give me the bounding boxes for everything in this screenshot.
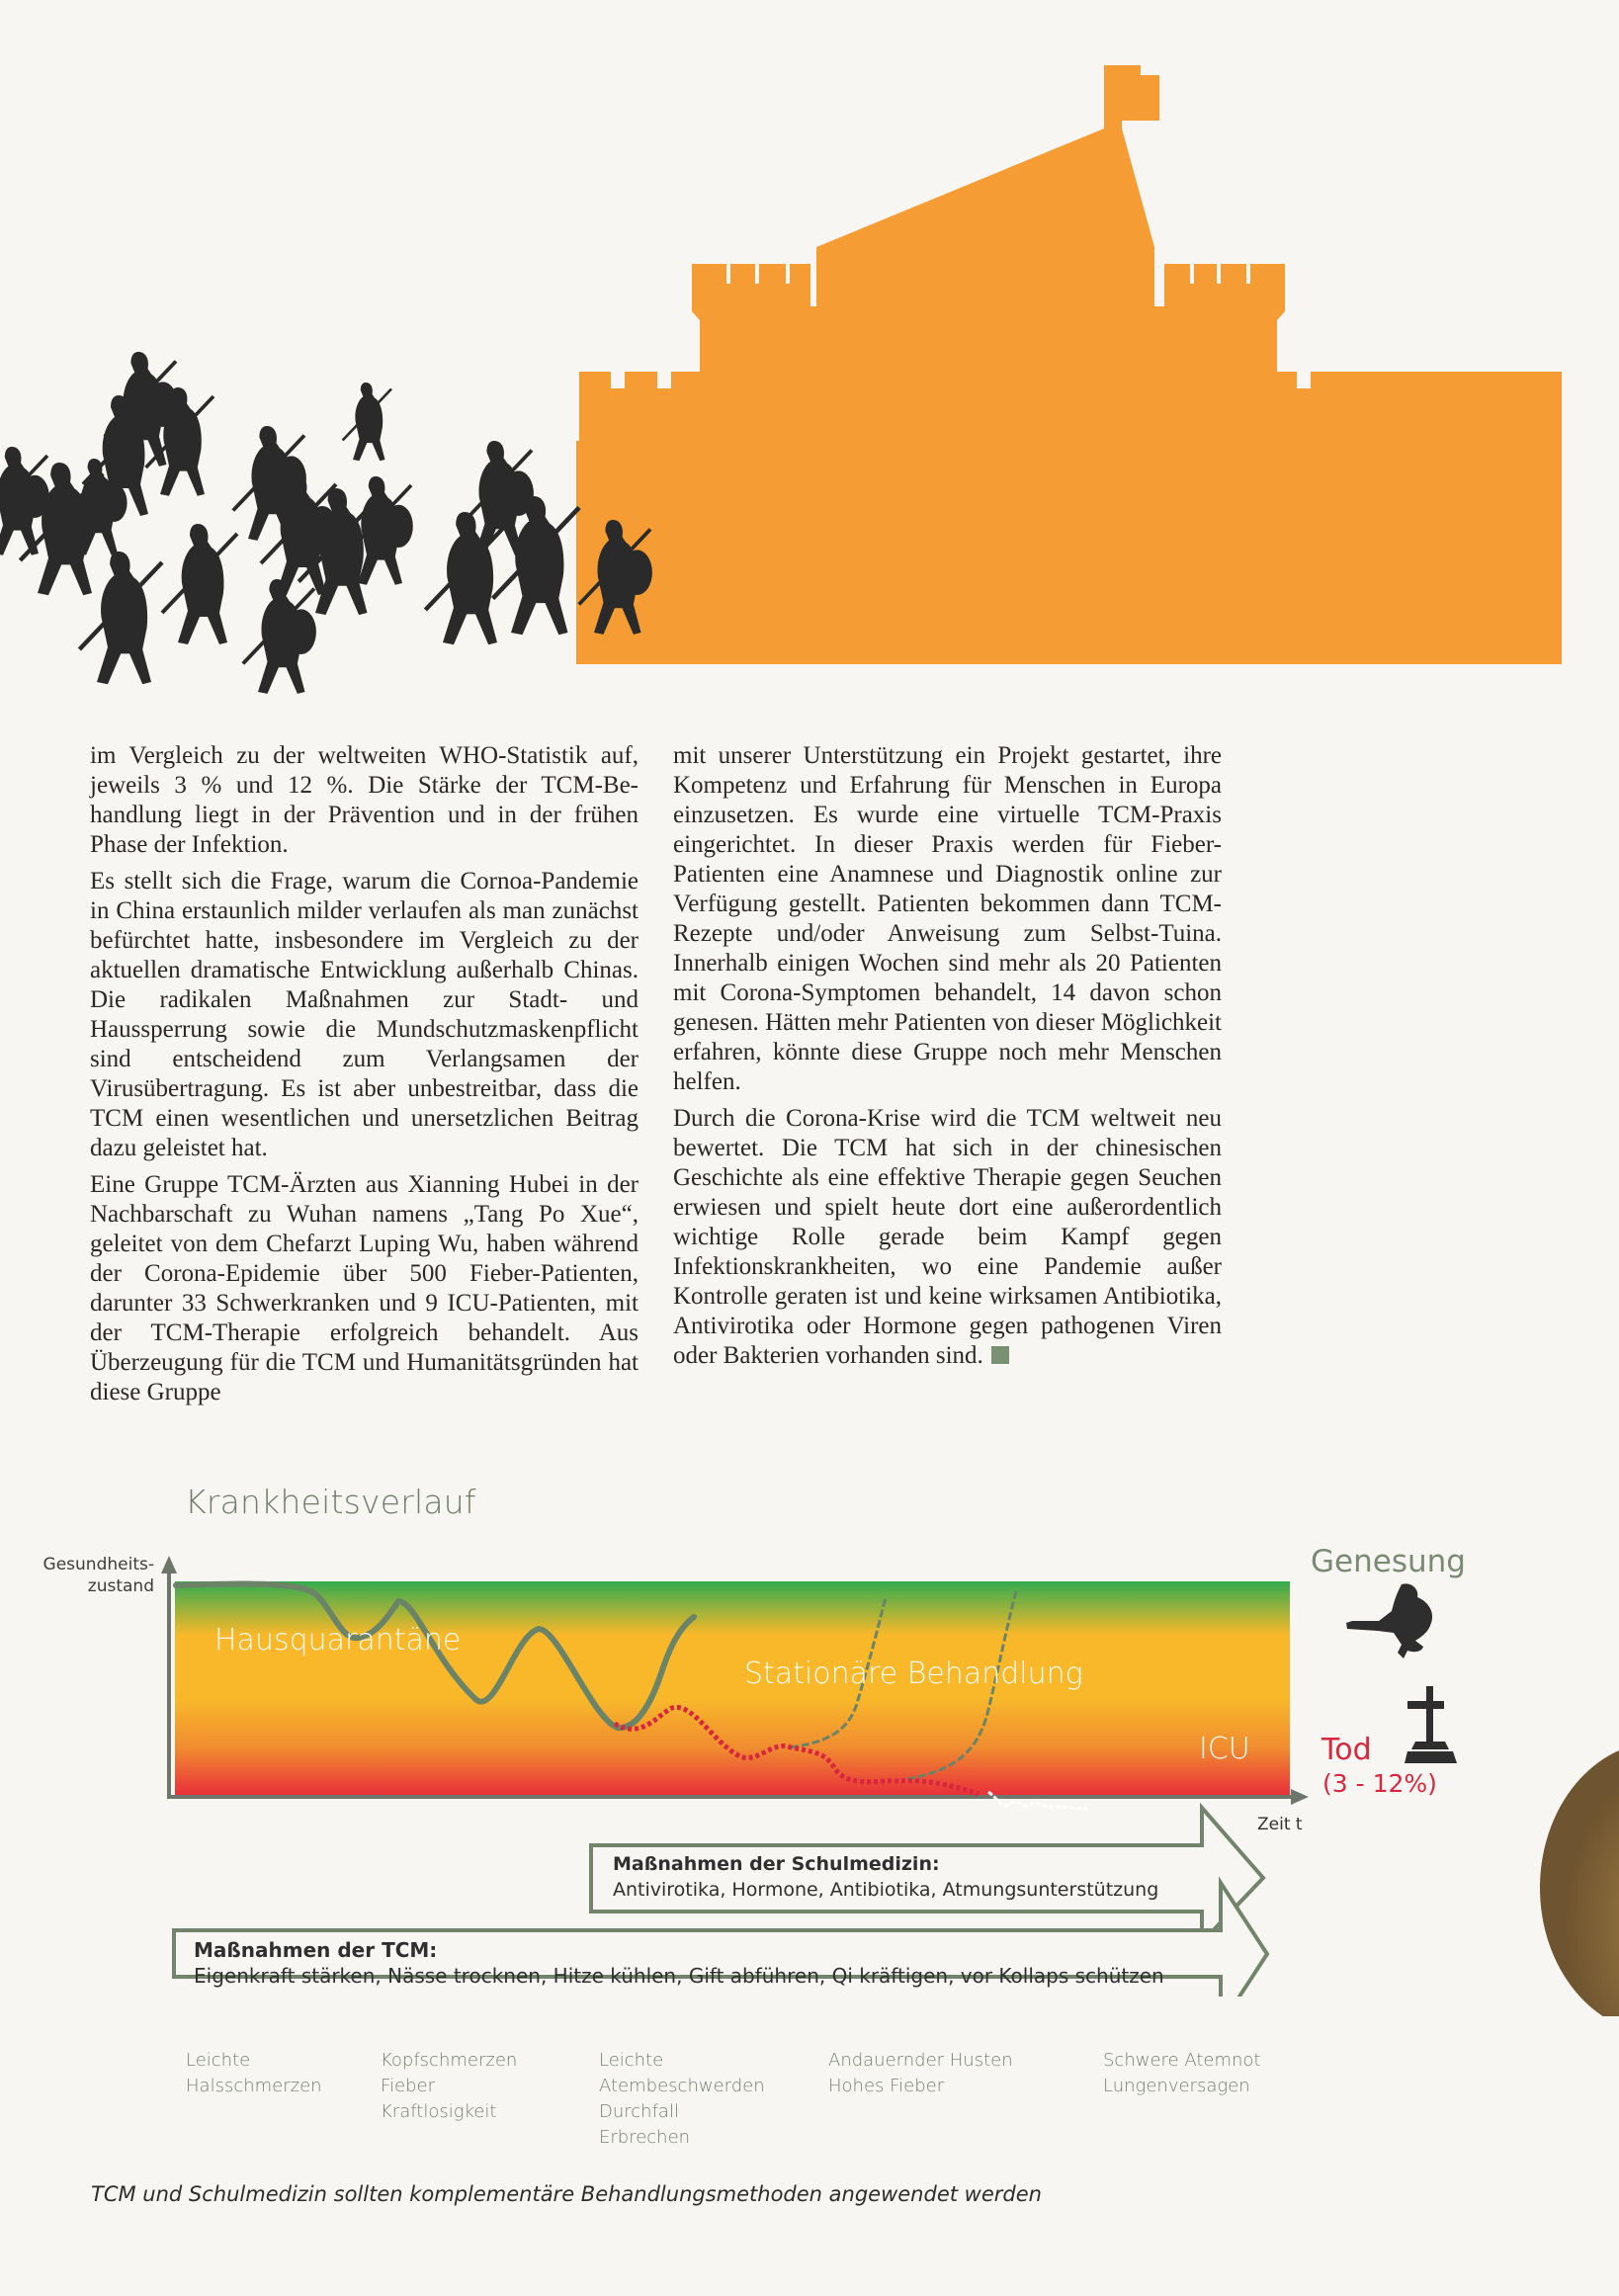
symptom-group [381, 2048, 517, 2125]
y-axis-label-line: Gesundheits- [43, 1555, 154, 1574]
symptom: Durchfall [599, 2101, 679, 2122]
warrior-silhouette-icon [162, 524, 237, 644]
paragraph-text: Durch die Corona-Krise wird die TCM weltweit neu bewertet. Die TCM hat sich in der chinesischen Geschichte als eine effektive Therapie gegen Seuchen erwiesen und spielt heute dort eine außerordentlich wichtige Rolle gerade beim Kampf gegen Infektionskrankheiten, wo eine Pandemie außer Kontrolle geraten ist und keine wirksamen Antibiotika, Antivirotika oder Hormone gegen pathogenen Viren oder Bakterien vorhanden sind. [673, 1105, 1222, 1369]
x-axis-label: Zeit t [1257, 1815, 1303, 1834]
hero-illustration [0, 0, 1619, 712]
symptom: Atembeschwerden [599, 2076, 765, 2096]
zone-label-hospital: Stationäre Behandlung [744, 1657, 1083, 1691]
warrior-silhouette-icon [425, 512, 508, 644]
symptom: Erbrechen [599, 2127, 691, 2148]
outcome-recovery-label: Genesung [1311, 1544, 1466, 1579]
zone-label-home-quarantine: Hausquarantäne [214, 1623, 462, 1658]
paragraph: Es stellt sich die Frage, warum die Cornoa-Pandemie in China erstaunlich milder verlaufen als man zunächst befürchtet hatte, insbesondere im Vergleich zu der aktuellen dramatische Entwicklung außerhalb Chinas. Die radikalen Maßnahmen zur Stadt- und Haussperrung sowie die Mundschutzmaskenpflicht sind entscheidend zum Verlangsamen der Virusübertragung. Es ist aber unbestreitbar, dass die TCM einen wesentlichen und unersetzlichen Beitrag dazu geleistet hat. [90, 868, 639, 1161]
symptom-group [599, 2048, 765, 2151]
symptom-group [1103, 2048, 1260, 2099]
symptom: Andauernder Husten [828, 2050, 1013, 2071]
symptom: Fieber [381, 2076, 436, 2096]
measures-school-items: Antivirotika, Hormone, Antibiotika, Atmungsunterstützung [613, 1879, 1159, 1901]
paragraph: mit unserer Unterstützung ein Projekt gestartet, ihre Kompetenz und Erfahrung für Menschen in Europa einzusetzen. Es wurde eine virtuelle TCM-Praxis eingerichtet. In dieser Praxis werden für Fieber-Patienten eine Anamnese und Diagnostik online zur Verfügung gestellt. Patienten bekommen dann TCM-Rezepte und/oder Anweisung zum Selbst-Tuina. Innerhalb einigen Wochen sind mehr als 20 Patienten mit Corona-Symptomen behandelt, 14 davon schon genesen. Hätten mehr Patienten von dieser Möglichkeit erfahren, könnte diese Gruppe noch mehr Menschen helfen. [673, 742, 1222, 1095]
y-axis-label-line: zustand [87, 1576, 154, 1596]
walnut-image [1512, 1720, 1619, 2016]
measures-school-title: Maßnahmen der Schulmedizin: [613, 1853, 940, 1875]
symptom: Lungenversagen [1103, 2076, 1250, 2096]
measures-tcm-items: Eigenkraft stärken, Nässe trocknen, Hitze kühlen, Gift abführen, Qi kräftigen, vor Kollaps schützen [194, 1964, 1164, 1988]
paragraph: Eine Gruppe TCM-Ärzten aus Xianning Hubei in der Nachbarschaft zu Wuhan namens „Tang Po Xue“, geleitet von dem Chefarzt Luping Wu, haben während der Corona-Epidemie über 500 Fieber-Patienten, darunter 33 Schwerkranken und 9 ICU-Patienten, mit der TCM-Therapie erfolgreich behandelt. Aus Überzeugung für die TCM und Humanitätsgründen hat diese Gruppe [90, 1171, 639, 1405]
figure-caption: TCM und Schulmedizin sollten komplementäre Behandlungsmethoden angewendet werden [91, 2182, 1042, 2206]
measures-school-medicine [613, 1851, 1158, 1903]
y-axis-arrow-icon [161, 1556, 177, 1573]
symptom: Kopfschmerzen [381, 2050, 518, 2071]
paragraph: im Vergleich zu der weltweiten WHO-Statistik auf, jeweils 3 % und 12 %. Die Stärke der TCM-Behandlung liegt in der Prävention und in der frühen Phase der Infektion. [90, 742, 639, 858]
symptom: Kraftlosigkeit [381, 2101, 497, 2122]
article-column-right [673, 741, 1222, 1378]
symptom: Leichte [599, 2050, 664, 2071]
measures-tcm [194, 1937, 1164, 1989]
health-gradient-area [175, 1581, 1290, 1795]
measures-tcm-title: Maßnahmen der TCM: [194, 1938, 438, 1962]
warrior-silhouette-icon [79, 552, 162, 684]
end-of-article-mark-icon [991, 1346, 1009, 1364]
symptom-group [186, 2048, 322, 2099]
martial-arts-kick-icon [1346, 1583, 1432, 1658]
warrior-silhouette-icon [343, 383, 391, 461]
symptom: Schwere Atemnot [1103, 2050, 1261, 2071]
symptom-group [828, 2048, 1013, 2099]
warrior-silhouette-icon [243, 579, 316, 694]
symptom: Hohes Fieber [828, 2076, 945, 2096]
death-rate-label: (3 - 12%) [1322, 1769, 1437, 1798]
symptom: Halsschmerzen [186, 2076, 322, 2096]
figure-title: Krankheitsverlauf [185, 1483, 476, 1521]
outcome-death-label: Tod [1321, 1733, 1372, 1767]
symptom: Leichte [186, 2050, 251, 2071]
warriors-silhouette-group [0, 352, 652, 694]
article-column-left [90, 741, 639, 1414]
paragraph [673, 1104, 1222, 1371]
grave-cross-icon [1405, 1686, 1457, 1763]
zone-label-icu: ICU [1199, 1732, 1250, 1766]
